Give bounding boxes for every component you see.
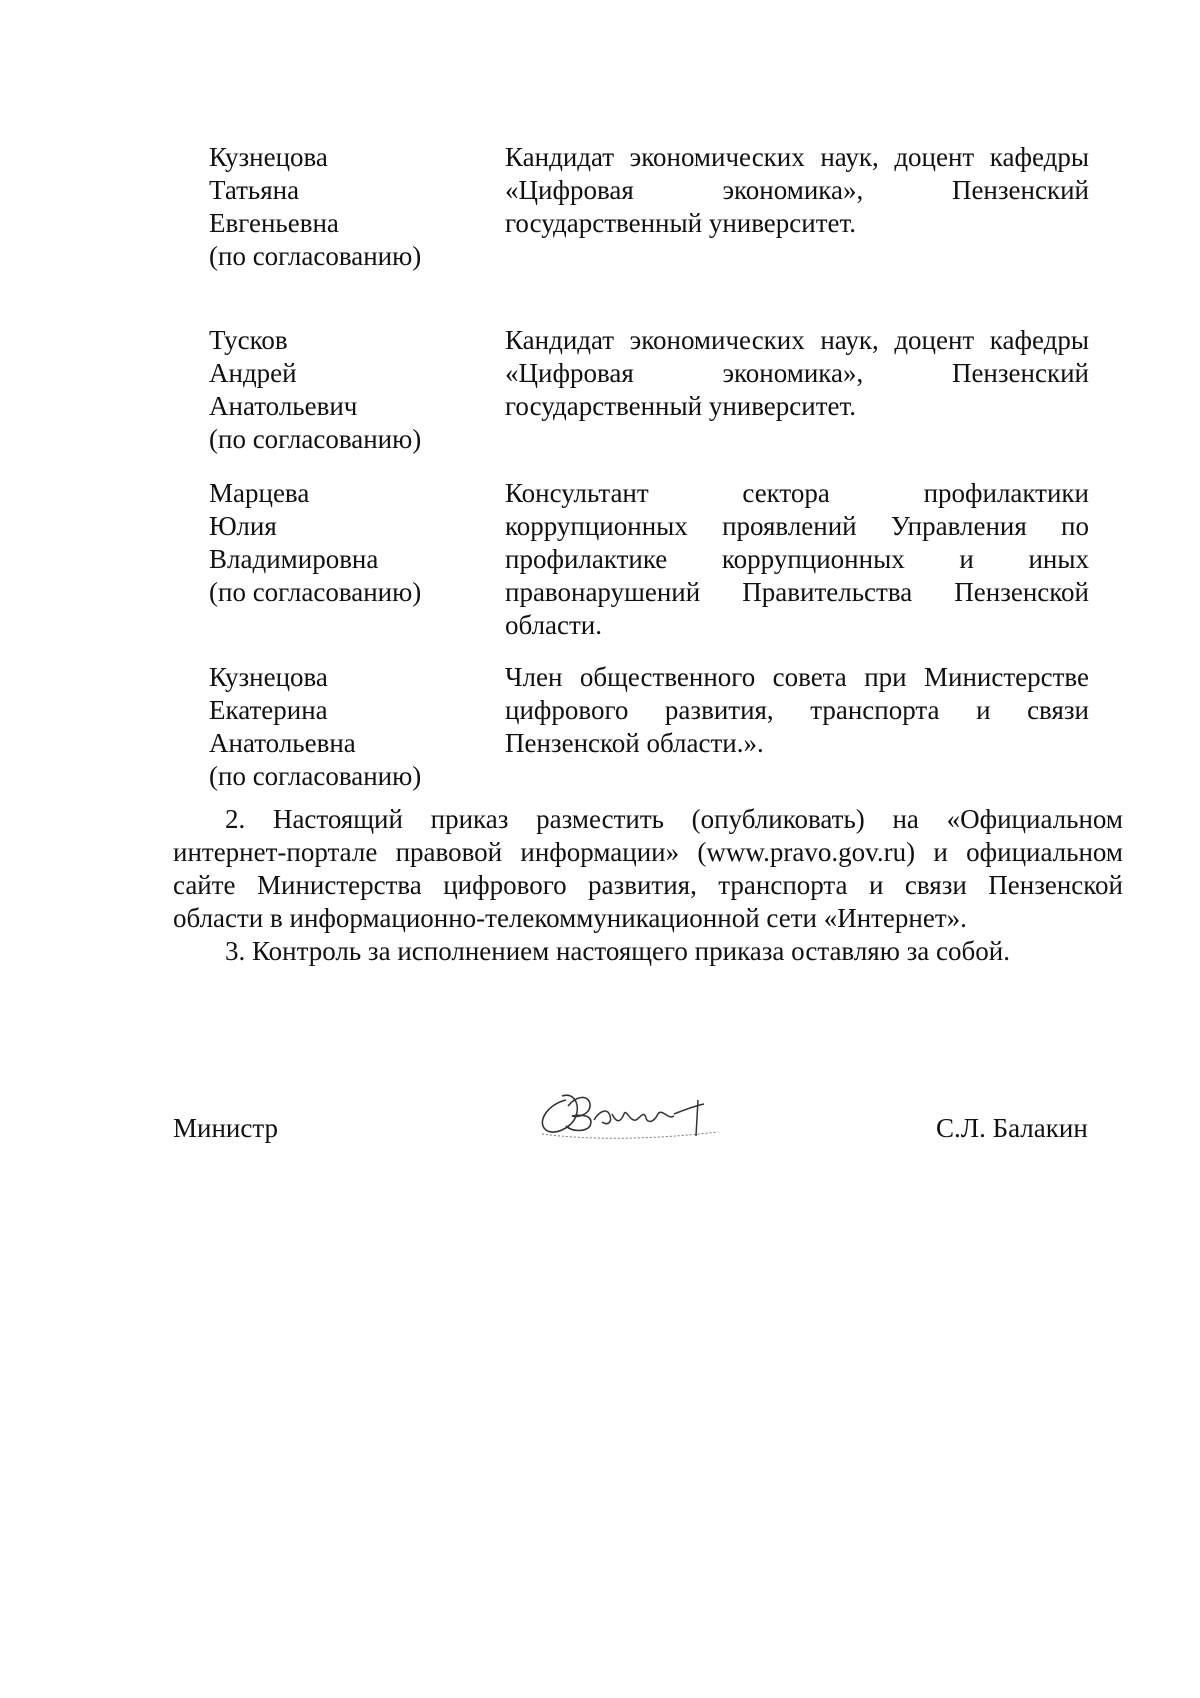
member-description [505, 141, 1089, 240]
member-patronymic: Анатольевич [209, 391, 358, 421]
member-note: (по согласованию) [209, 241, 422, 271]
member-name [209, 477, 469, 609]
description-line: профилактике коррупционных и иных [505, 544, 1089, 574]
description-line: коррупционных проявлений Управления по [505, 511, 1089, 541]
member-name [209, 661, 469, 793]
member-surname: Марцева [209, 478, 310, 508]
paragraph-2 [173, 803, 1123, 935]
description-line: «Цифровая экономика», Пензенский [505, 358, 1089, 388]
description-line: Пензенской области.». [505, 728, 764, 758]
description-line: «Цифровая экономика», Пензенский [505, 175, 1089, 205]
description-line: государственный университет. [505, 391, 857, 421]
description-line: Консультант сектора профилактики [505, 478, 1089, 508]
description-line: правонарушений Правительства Пензенской [505, 577, 1089, 607]
description-line: Кандидат экономических наук, доцент кафедры [505, 142, 1089, 172]
member-first-name: Екатерина [209, 695, 328, 725]
member-first-name: Татьяна [209, 175, 300, 205]
paragraph-line: области в информационно-телекоммуникационной сети «Интернет». [173, 903, 967, 933]
paragraph-line: 3. Контроль за исполнением настоящего приказа оставляю за собой. [225, 936, 1010, 966]
paragraph-line: интернет-портале правовой информации» (www.pravo.gov.ru) и официальном [173, 837, 1123, 867]
member-patronymic: Евгеньевна [209, 208, 339, 238]
description-line: государственный университет. [505, 208, 857, 238]
paragraph-3 [173, 935, 1123, 968]
member-surname: Кузнецова [209, 662, 328, 692]
signature-image [528, 1070, 728, 1150]
paragraph-line: 2. Настоящий приказ разместить (опубликовать) на «Официальном [225, 804, 1123, 834]
member-surname: Тусков [209, 325, 288, 355]
position-title: Министр [173, 1113, 278, 1143]
member-name [209, 141, 469, 273]
member-note: (по согласованию) [209, 577, 422, 607]
member-description [505, 661, 1089, 760]
member-name [209, 324, 469, 456]
member-first-name: Андрей [209, 358, 297, 388]
member-note: (по согласованию) [209, 761, 422, 791]
description-line: цифрового развития, транспорта и связи [505, 695, 1089, 725]
member-description [505, 324, 1089, 423]
description-line: области. [505, 610, 603, 640]
member-first-name: Юлия [209, 511, 277, 541]
signatory-name: С.Л. Балакин [936, 1113, 1088, 1143]
description-line: Кандидат экономических наук, доцент кафедры [505, 325, 1089, 355]
member-description [505, 477, 1089, 642]
description-line: Член общественного совета при Министерстве [505, 662, 1089, 692]
member-patronymic: Анатольевна [209, 728, 356, 758]
paragraph-line: сайте Министерства цифрового развития, транспорта и связи Пензенской [173, 870, 1123, 900]
member-surname: Кузнецова [209, 142, 328, 172]
member-patronymic: Владимировна [209, 544, 379, 574]
member-note: (по согласованию) [209, 424, 422, 454]
